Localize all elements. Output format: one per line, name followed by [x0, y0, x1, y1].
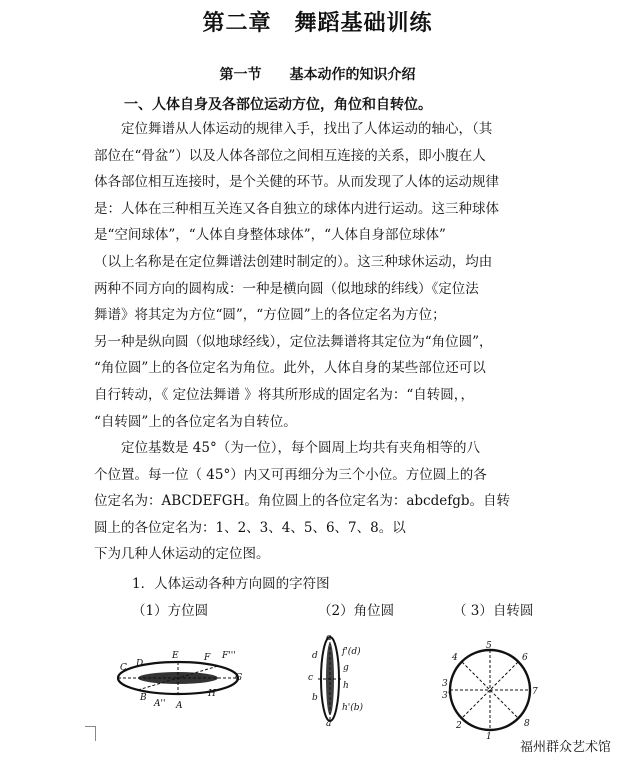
- label-A: A: [176, 701, 183, 711]
- text-line: 体各部位相互连接时，是个关健的环节。从而发现了人体的运动规律: [94, 174, 499, 191]
- text-line: “角位圆”上的各位定名为角位。此外，人体自身的某些部位还可以: [94, 360, 486, 377]
- text-line: 是：人体在三种相互关连又各自独立的球体内进行运动。这三种球体: [94, 200, 499, 217]
- text-line: 位定名为：ABCDEFGH。角位圆上的各位定名为：abcdefgb。自转: [94, 493, 511, 510]
- label-C: C: [120, 663, 127, 673]
- text-line: 下为几种人休运动的定位图。: [94, 546, 270, 563]
- page-corner-mark: [85, 726, 96, 741]
- text-line: 两种不同方向的圆构成：一种是横向圆（似地球的纬线）《定位法: [94, 280, 479, 297]
- text-line: 圆上的各位定名为：1、2、3、4、5、6、7、8。以: [94, 519, 406, 536]
- label-e: e: [326, 633, 332, 643]
- label-b: b: [312, 693, 318, 703]
- label-7: 7: [532, 687, 538, 697]
- label-c: c: [308, 673, 314, 683]
- label-d: d: [312, 651, 318, 661]
- paragraph-1: [94, 116, 542, 435]
- label-3: 3: [442, 679, 448, 689]
- caption-angle-circle: （2）角位圆: [318, 603, 395, 619]
- label-H: H: [208, 689, 216, 699]
- label-G: G: [235, 673, 243, 683]
- text-line: 自行转动，《 定位法舞谱 》将其所形成的固定名为：“自转圆，，: [94, 386, 474, 403]
- text-line: 定位基数是 45°（为一位），每个圆周上均共有夹角相等的八: [94, 440, 480, 456]
- watermark-text: 福州群众艺术馆: [520, 740, 612, 755]
- label-E: E: [172, 651, 179, 661]
- label-h: h: [343, 681, 349, 691]
- label-a: a: [326, 719, 332, 727]
- label-4: 4: [452, 653, 458, 663]
- figure-title: 1．人体运动各种方向圆的字符图: [132, 576, 330, 592]
- caption-direction-circle: （1）方位圆: [132, 603, 209, 619]
- label-g: g: [343, 663, 349, 673]
- label-2: 2: [456, 721, 462, 731]
- subsection-heading: 一、人体自身及各部位运动方位，角位和自转位。: [124, 97, 432, 113]
- label-f: f'(d): [342, 647, 361, 657]
- label-1: 1: [486, 732, 492, 740]
- label-8: 8: [524, 719, 530, 729]
- label-F-prime: F''': [222, 651, 236, 661]
- angle-circle-figure: [298, 632, 378, 727]
- text-line: 定位舞谱从人体运动的规律入手，找出了人体运动的轴心，（其: [94, 121, 493, 137]
- rotation-circle-figure: [438, 640, 538, 740]
- direction-circle-figure: [108, 640, 248, 715]
- chapter-title: 第二章 舞蹈基础训练: [202, 11, 433, 36]
- text-line: 个位置。每一位（ 45°）内又可再细分为三个小位。方位圆上的各: [94, 466, 487, 483]
- label-6: 6: [522, 653, 528, 663]
- section-title: 第一节 基本动作的知识介绍: [219, 67, 416, 83]
- label-B: B: [140, 693, 147, 703]
- label-D: D: [136, 659, 144, 669]
- caption-rotation-circle: （ 3）自转圆: [453, 603, 534, 619]
- label-F: F: [204, 653, 211, 663]
- label-h-b: h'(b): [342, 703, 364, 713]
- label-A-prime: A'': [154, 699, 166, 709]
- text-line: 另一种是纵向圆（似地球经线），定位法舞谱将其定位为“角位圆”，: [94, 333, 493, 350]
- text-line: “自转圆”上的各位定名为自转位。: [94, 413, 297, 430]
- text-line: （以上名称是在定位舞谱法创建时制定的）。这三种球休运动，均由: [94, 253, 493, 270]
- text-line: 部位在“骨盆”）以及人体各部位之间相互连接的关系，即小腹在人: [94, 147, 486, 164]
- text-line: 是“空间球体”，“人体自身整体球体”，“人体自身部位球体”: [94, 227, 446, 244]
- paragraph-2: [94, 435, 542, 568]
- text-line: 舞谱》将其定为方位“圆”，“方位圆”上的各位定名为方位；: [94, 307, 446, 324]
- label-3-prime: 3': [442, 691, 451, 701]
- label-5: 5: [486, 641, 492, 651]
